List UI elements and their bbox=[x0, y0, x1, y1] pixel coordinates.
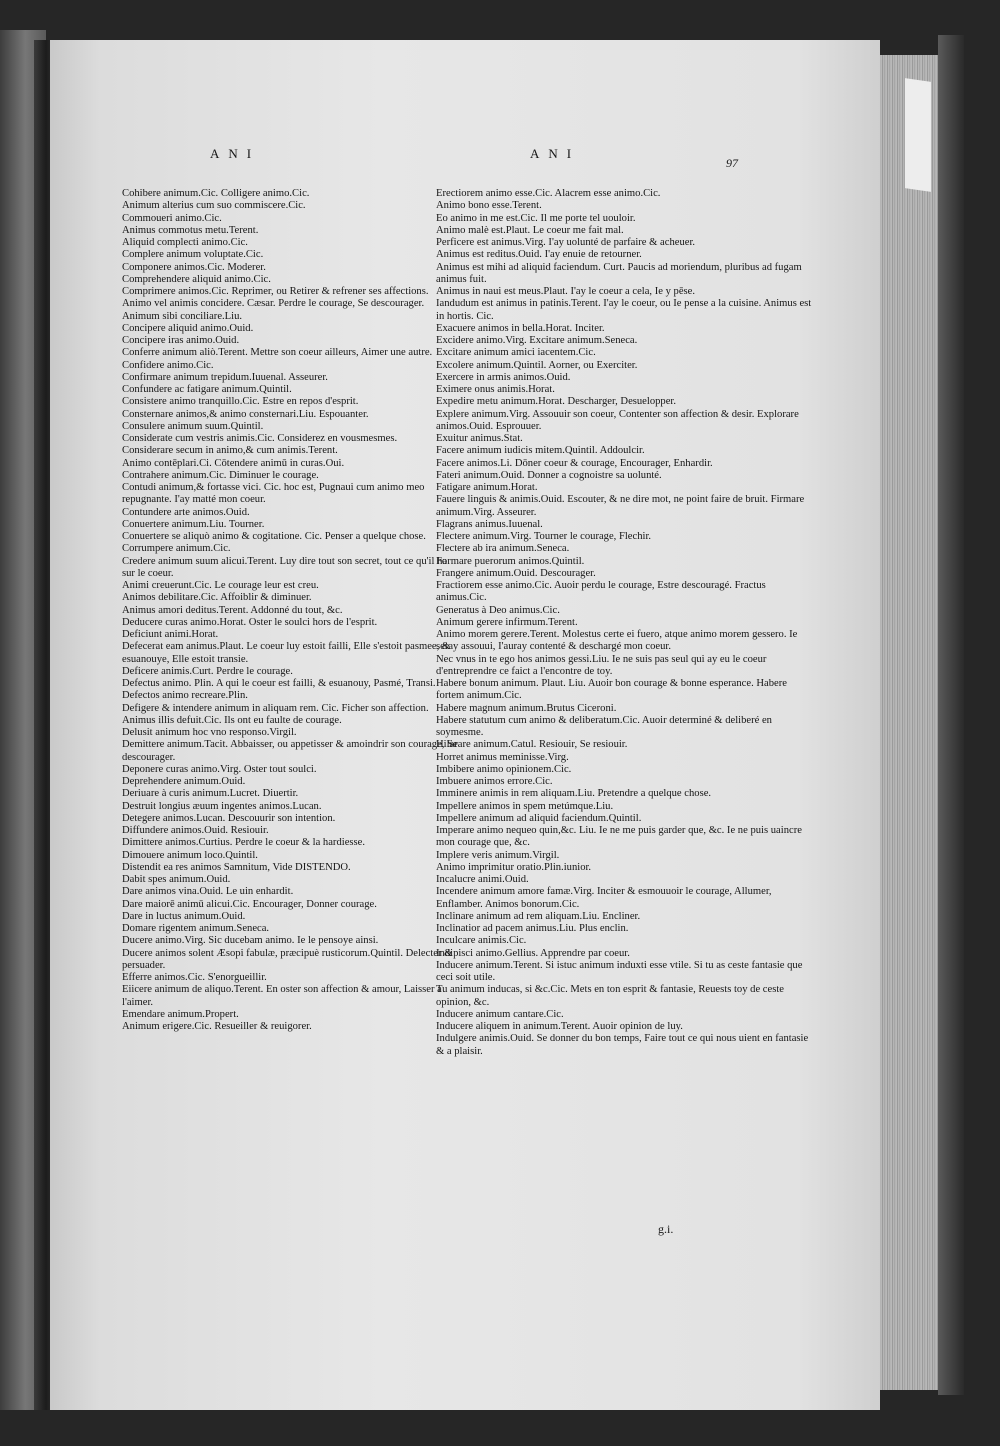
dictionary-entry: Confirmare animum trepidum.Iuuenal. Asseurer. bbox=[122, 371, 328, 383]
dictionary-entry: Ducere animos solent Æsopi fabulæ, præcipuè rusticorum.Quintil. Delecter & persuader. bbox=[122, 947, 453, 971]
dictionary-entry: Excitare animum amici iacentem.Cic. bbox=[436, 347, 596, 359]
dictionary-entry: Imminere animis in rem aliquam.Liu. Pretendre a quelque chose. bbox=[436, 788, 712, 800]
dictionary-entry: Animo morem gerere.Terent. Molestus certe ei fuero, atque animo morem gessero. Ie seray assouui, I'auray contenté & deschargé mon coeur. bbox=[436, 629, 798, 653]
dictionary-entry: Dare maiorē animū alicui.Cic. Encourager, Donner courage. bbox=[122, 898, 377, 910]
dictionary-entry: Deducere curas animo.Horat. Oster le soulci hors de l'esprit. bbox=[122, 616, 378, 628]
dictionary-entry: Eo animo in me est.Cic. Il me porte tel uouloir. bbox=[436, 212, 636, 224]
dictionary-entry: Animus est mihi ad aliquid faciendum. Curt. Paucis ad moriendum, pluribus ad fugam animus fuit. bbox=[436, 261, 802, 285]
dictionary-entry: Facere animos.Li. Dōner coeur & courage, Encourager, Enhardir. bbox=[436, 457, 713, 469]
dictionary-entry: Inclinare animum ad rem aliquam.Liu. Encliner. bbox=[436, 910, 641, 922]
dictionary-entry: Eiicere animum de aliquo.Terent. En oster son affection & amour, Laisser a l'aimer. bbox=[122, 984, 442, 1008]
dictionary-entry: Animo malè est.Plaut. Le coeur me fait mal. bbox=[436, 224, 624, 236]
dictionary-entry: Deriuare à curis animum.Lucret. Diuertir. bbox=[122, 788, 299, 800]
dictionary-entry: Defigere & intendere animum in aliquam rem. Cic. Ficher son affection. bbox=[122, 702, 429, 714]
paper-tab bbox=[905, 78, 931, 192]
dictionary-entry: Animo bono esse.Terent. bbox=[436, 200, 542, 212]
dictionary-entry: Hilarare animum.Catul. Resiouir, Se resiouir. bbox=[436, 739, 628, 751]
dictionary-entry: Implere veris animum.Virgil. bbox=[436, 849, 560, 861]
dictionary-entry: Exuitur animus.Stat. bbox=[436, 433, 523, 444]
dictionary-entry: Iandudum est animus in patinis.Terent. I'ay le coeur, ou Ie pense a la cuisine. Animus est in hortis. Cic. bbox=[436, 298, 812, 322]
dictionary-entry: Inculcare animis.Cic. bbox=[436, 935, 527, 947]
dictionary-entry: Fateri animum.Ouid. Donner a cognoistre sa uolunté. bbox=[436, 469, 662, 481]
dictionary-entry: Imperare animo nequeo quin,&c. Liu. Ie ne me puis garder que, &c. Ie ne puis uaincre mon courage que, &c. bbox=[436, 825, 802, 849]
dictionary-entry: Animum alterius cum suo commiscere.Cic. bbox=[122, 200, 306, 212]
dictionary-entry: Delusit animum hoc vno responso.Virgil. bbox=[122, 727, 297, 738]
dictionary-entry: Conuertere animum.Liu. Tourner. bbox=[122, 518, 265, 530]
dictionary-entry: Concipere iras animo.Ouid. bbox=[122, 335, 240, 346]
dictionary-entry: Confundere ac fatigare animum.Quintil. bbox=[122, 384, 292, 395]
dictionary-entry: Defecerat eam animus.Plaut. Le coeur luy estoit failli, Elle s'estoit pasmee, & esuanouye, Elle estoit transie. bbox=[122, 641, 451, 665]
dictionary-entry: Inducere animum.Terent. Si istuc animum induxti esse vtile. Si tu as ceste fantasie que ceci soit utile. bbox=[436, 959, 803, 983]
dictionary-entry: Ducere animo.Virg. Sic ducebam animo. Ie le pensoye ainsi. bbox=[122, 935, 379, 947]
dictionary-entry: Animus amori deditus.Terent. Addonné du tout, &c. bbox=[122, 604, 343, 616]
dictionary-entry: Comprehendere aliquid animo.Cic. bbox=[122, 273, 271, 285]
dictionary-entry: Complere animum voluptate.Cic. bbox=[122, 249, 264, 261]
dictionary-entry: Credere animum suum alicui.Terent. Luy dire tout son secret, tout ce qu'il ha sur le coeur. bbox=[122, 555, 448, 579]
running-head-right: ANI bbox=[530, 146, 581, 161]
dictionary-entry: Perficere est animus.Virg. I'ay uolunté de parfaire & acheuer. bbox=[436, 237, 696, 248]
dictionary-entry: Animum gerere infirmum.Terent. bbox=[436, 616, 578, 628]
dictionary-entry: Inclinatior ad pacem animus.Liu. Plus enclin. bbox=[436, 923, 629, 934]
dictionary-entry: Animum erigere.Cic. Resueiller & reuigorer. bbox=[122, 1021, 312, 1032]
dictionary-entry: Deficiunt animi.Horat. bbox=[122, 629, 219, 640]
dictionary-entry: Commoueri animo.Cic. bbox=[122, 212, 222, 224]
dictionary-entry: Defectus animo. Plin. A qui le coeur est failli, & esuanouy, Pasmé, Transi. bbox=[122, 678, 436, 689]
dictionary-entry: Dare in luctus animum.Ouid. bbox=[122, 910, 246, 922]
dictionary-entry: Exercere in armis animos.Ouid. bbox=[436, 371, 571, 383]
dictionary-entry: Contrahere animum.Cic. Diminuer le courage. bbox=[122, 469, 319, 481]
dictionary-entry: Incalucre animi.Ouid. bbox=[436, 874, 529, 885]
dictionary-entry: Flectere animum.Virg. Tourner le courage, Flechir. bbox=[436, 531, 652, 542]
dictionary-entry: Animus commotus metu.Terent. bbox=[122, 224, 259, 236]
dictionary-entry: Contudi animum,& fortasse vici. Cic. hoc est, Pugnaui cum animo meo repugnante. I'ay matté mon coeur. bbox=[122, 482, 425, 506]
dictionary-entry: Explere animum.Virg. Assouuir son coeur, Contenter son affection & desir. Explorare animos.Ouid. Esprouuer. bbox=[436, 408, 799, 432]
dictionary-entry: Dimouere animum loco.Quintil. bbox=[122, 849, 258, 861]
dictionary-entry: Indipisci animo.Gellius. Apprendre par coeur. bbox=[436, 947, 630, 959]
dictionary-entry: Consternare animos,& animo consternari.Liu. Espouanter. bbox=[122, 408, 369, 420]
dictionary-entry: Consulere animum suum.Quintil. bbox=[122, 420, 264, 432]
dictionary-entry: Considerare secum in animo,& cum animis.Terent. bbox=[122, 445, 338, 457]
dictionary-entry: Fatigare animum.Horat. bbox=[436, 482, 538, 493]
dictionary-entry: Destruit longius æuum ingentes animos.Lucan. bbox=[122, 800, 322, 812]
dictionary-entry: Facere animum iudicis mitem.Quintil. Addoulcir. bbox=[436, 445, 645, 457]
dictionary-entry: Animi creuerunt.Cic. Le courage leur est creu. bbox=[122, 580, 319, 591]
dictionary-entry: Dabit spes animum.Ouid. bbox=[122, 874, 231, 885]
dictionary-entry: Diffundere animos.Ouid. Resiouir. bbox=[122, 825, 269, 836]
dictionary-entry: Efferre animos.Cic. S'enorgueillir. bbox=[122, 972, 267, 983]
dictionary-entry: Expedire metu animum.Horat. Descharger, Desuelopper. bbox=[436, 396, 677, 408]
dictionary-entry: Habere magnum animum.Brutus Ciceroni. bbox=[436, 702, 617, 714]
dictionary-entry: Deprehendere animum.Ouid. bbox=[122, 776, 246, 787]
dictionary-entry: Conuertere se aliquò animo & cogitatione. Cic. Penser a quelque chose. Corrumpere animum.Cic. bbox=[122, 531, 426, 555]
dictionary-entry: Erectiorem animo esse.Cic. Alacrem esse animo.Cic. bbox=[436, 188, 661, 199]
dictionary-entry: Fractiorem esse animo.Cic. Auoir perdu le courage, Estre descouragé. Fractus animus.Cic. bbox=[436, 580, 766, 604]
signature-mark: g.i. bbox=[658, 1222, 674, 1236]
dictionary-entry: Habere statutum cum animo & deliberatum.Cic. Auoir determiné & deliberé en soymesme. bbox=[436, 714, 772, 738]
dictionary-entry: Domare rigentem animum.Seneca. bbox=[122, 923, 270, 934]
dictionary-entry: Conferre animum aliò.Terent. Mettre son coeur ailleurs, Aimer une autre. Confidere animo.Cic. bbox=[122, 347, 433, 371]
folio-number: 97 bbox=[726, 156, 738, 170]
dictionary-entry: Habere bonum animum. Plaut. Liu. Auoir bon courage & bonne esperance. Habere fortem animum.Cic. bbox=[436, 678, 787, 702]
dictionary-entry: Considerate cum vestris animis.Cic. Considerez en vousmesmes. bbox=[122, 433, 398, 444]
dictionary-entry: Animo contēplari.Ci. Cōtendere animū in curas.Oui. bbox=[122, 457, 345, 469]
dictionary-page bbox=[50, 40, 880, 1410]
right-column bbox=[436, 188, 816, 1058]
dictionary-entry: Eximere onus animis.Horat. bbox=[436, 384, 555, 395]
dictionary-entry: Animus illis defuit.Cic. Ils ont eu faulte de courage. bbox=[122, 714, 342, 726]
dictionary-entry: Demittere animum.Tacit. Abbaisser, ou appetisser & amoindrir son courage, Se descourager. bbox=[122, 739, 458, 763]
dictionary-entry: Deficere animis.Curt. Perdre le courage. bbox=[122, 665, 293, 677]
dictionary-entry: Animo vel animis concidere. Cæsar. Perdre le courage, Se descourager. bbox=[122, 298, 425, 310]
dictionary-entry: Incendere animum amore famæ.Virg. Inciter & esmouuoir le courage, Allumer, Enflamber. Animos bonorum.Cic. bbox=[436, 886, 772, 910]
dictionary-entry: Excolere animum.Quintil. Aorner, ou Exerciter. bbox=[436, 359, 638, 371]
dictionary-entry: Nec vnus in te ego hos animos gessi.Liu. Ie ne suis pas seul qui ay eu le coeur d'entreprendre ce faict a l'encontre de toy. bbox=[436, 653, 767, 677]
dictionary-entry: Comprimere animos.Cic. Reprimer, ou Retirer & refrener ses affections. bbox=[122, 286, 429, 297]
dictionary-entry: Flectere ab ira animum.Seneca. bbox=[436, 543, 570, 555]
dictionary-entry: Inducere animum cantare.Cic. bbox=[436, 1008, 564, 1020]
dictionary-entry: Fauere linguis & animis.Ouid. Escouter, & ne dire mot, ne point faire de bruit. Firmare animum.Virg. Asseurer. bbox=[436, 494, 805, 518]
dictionary-entry: Dare animos vina.Ouid. Le uin enhardit. bbox=[122, 886, 294, 898]
left-column bbox=[122, 188, 462, 1033]
dictionary-entry: Emendare animum.Propert. bbox=[122, 1008, 239, 1020]
dictionary-entry: Componere animos.Cic. Moderer. bbox=[122, 261, 266, 273]
dictionary-entry: Detegere animos.Lucan. Descouurir son intention. bbox=[122, 812, 336, 824]
dictionary-entry: Formare puerorum animos.Quintil. bbox=[436, 555, 585, 567]
dictionary-entry: Animo imprimitur oratio.Plin.iunior. bbox=[436, 861, 592, 873]
dictionary-entry: Imbibere animo opinionem.Cic. bbox=[436, 763, 572, 775]
dictionary-entry: Deponere curas animo.Virg. Oster tout soulci. bbox=[122, 763, 317, 775]
dictionary-entry: Frangere animum.Ouid. Descourager. bbox=[436, 567, 596, 579]
dictionary-entry: Exacuere animos in bella.Horat. Inciter. bbox=[436, 322, 605, 334]
running-head-left: ANI bbox=[210, 146, 261, 161]
dictionary-entry: Dimittere animos.Curtius. Perdre le coeur & la hardiesse. bbox=[122, 837, 365, 849]
dictionary-entry: Consistere animo tranquillo.Cic. Estre en repos d'esprit. bbox=[122, 396, 359, 408]
dictionary-entry: Animum sibi conciliare.Liu. bbox=[122, 310, 243, 322]
dictionary-entry: Concipere aliquid animo.Ouid. bbox=[122, 322, 254, 334]
dictionary-entry: Contundere arte animos.Ouid. bbox=[122, 506, 250, 518]
dictionary-entry: Indulgere animis.Ouid. Se donner du bon temps, Faire tout ce qui nous uient en fantasie & a plaisir. bbox=[436, 1033, 809, 1057]
dictionary-entry: Impellere animum ad aliquid faciendum.Quintil. bbox=[436, 812, 642, 824]
dictionary-entry: Defectos animo recreare.Plin. bbox=[122, 690, 248, 702]
dictionary-entry: Animus in naui est meus.Plaut. I'ay le coeur a cela, Ie y pēse. bbox=[436, 286, 696, 297]
dictionary-entry: Cohibere animum.Cic. Colligere animo.Cic. bbox=[122, 188, 310, 199]
dictionary-entry: Horret animus meminisse.Virg. bbox=[436, 751, 569, 763]
dictionary-entry: Animos debilitare.Cic. Affoiblir & diminuer. bbox=[122, 592, 312, 604]
dictionary-entry: Excidere animo.Virg. Excitare animum.Seneca. bbox=[436, 335, 638, 346]
dictionary-entry: Impellere animos in spem metúmque.Liu. bbox=[436, 800, 614, 812]
dictionary-entry: Animus est reditus.Ouid. I'ay enuie de retourner. bbox=[436, 249, 642, 261]
dictionary-entry: Generatus à Deo animus.Cic. bbox=[436, 604, 560, 616]
dictionary-entry: Aliquid complecti animo.Cic. bbox=[122, 237, 248, 248]
dictionary-entry: Inducere aliquem in animum.Terent. Auoir opinion de luy. bbox=[436, 1021, 683, 1032]
dictionary-entry: Imbuere animos errore.Cic. bbox=[436, 776, 553, 787]
dictionary-entry: Tu animum inducas, si &c.Cic. Mets en ton esprit & fantasie, Reuests toy de ceste opinion, &c. bbox=[436, 984, 784, 1008]
dictionary-entry: Flagrans animus.Iuuenal. bbox=[436, 518, 543, 530]
dictionary-entry: Distendit ea res animos Samnitum, Vide DISTENDO. bbox=[122, 861, 351, 873]
